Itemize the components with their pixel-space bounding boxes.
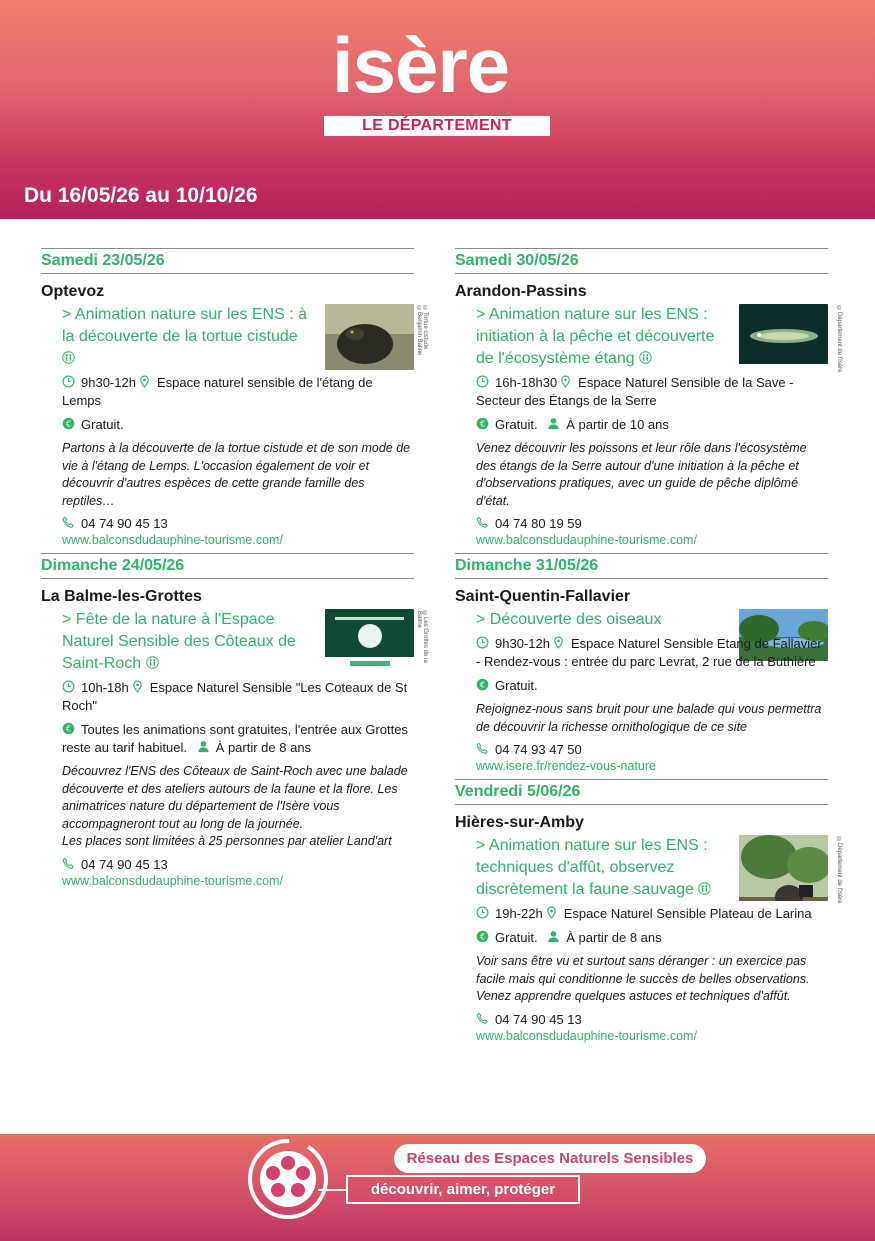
photo-credit: ©Département de l'Isère xyxy=(836,306,842,373)
event-phone[interactable]: 04 74 90 45 13 xyxy=(62,516,414,531)
logo-subtitle: LE DÉPARTEMENT xyxy=(324,116,550,136)
euro-icon xyxy=(476,678,489,691)
event-photo xyxy=(739,304,828,370)
event-description xyxy=(62,440,414,510)
event-description xyxy=(476,440,828,510)
person-icon xyxy=(547,930,560,943)
event-price: € Gratuit. À partir de 8 ans xyxy=(476,929,828,947)
event-photo xyxy=(325,609,414,675)
family-icon xyxy=(62,351,75,364)
event-town: La Balme-les-Grottes xyxy=(41,588,202,605)
event-price: € Gratuit. xyxy=(62,416,414,434)
header-banner xyxy=(0,0,875,219)
event-town: Optevoz xyxy=(41,283,105,300)
logo-word: isère xyxy=(332,21,510,109)
event-date: Samedi 23/05/26 xyxy=(41,248,414,274)
event-title[interactable]: > Fête de la nature à l'Espace Naturel Sensible des Côteaux de Saint-Roch xyxy=(62,611,296,672)
location-pin-icon xyxy=(552,636,565,649)
svg-text:€: € xyxy=(65,723,72,734)
location-pin-icon xyxy=(131,680,144,693)
phone-icon xyxy=(476,516,489,529)
family-icon xyxy=(698,882,711,895)
event-town: Arandon-Passins xyxy=(455,283,587,300)
isere-logo[interactable] xyxy=(324,21,550,136)
event-link[interactable]: www.isere.fr/rendez-vous-nature xyxy=(476,759,656,773)
event-block xyxy=(41,248,428,547)
family-icon xyxy=(639,351,652,364)
event-title[interactable]: > Découverte des oiseaux xyxy=(476,611,662,628)
euro-icon xyxy=(62,722,75,735)
event-photo xyxy=(325,304,414,370)
person-icon xyxy=(197,740,210,753)
right-column xyxy=(455,248,842,1049)
date-range: Du 16/05/26 au 10/10/26 xyxy=(24,184,258,207)
event-schedule: 19h-22h Espace Naturel Sensible Plateau de Larina xyxy=(476,905,828,923)
event-price: € Gratuit. À partir de 10 ans xyxy=(476,416,828,434)
left-column xyxy=(41,248,428,894)
event-date: Dimanche 31/05/26 xyxy=(455,553,828,579)
clock-icon xyxy=(62,375,75,388)
description-paragraph: Voir sans être vu et surtout sans déranger : un exercice pas facile mais qui conditionne le succès de belles observations. xyxy=(476,954,810,986)
event-block xyxy=(41,553,428,888)
description-paragraph: Rejoignez-nous sans bruit pour une balade qui vous permettra de découvrir la richesse ornithologique de ce site xyxy=(476,702,822,734)
event-block xyxy=(455,248,842,547)
family-icon xyxy=(146,656,159,669)
location-pin-icon xyxy=(138,375,151,388)
svg-text:€: € xyxy=(479,418,486,429)
description-paragraph: Venez découvrir les poissons et leur rôle dans l'écosystème des étangs de la Serre autour d'une initiation à la pêche et d'observations pratiques, avec un guide de pêche diplômé d'état. xyxy=(476,441,807,508)
event-title[interactable]: > Animation nature sur les ENS : initiation à la pêche et découverte de l'écosystème étang xyxy=(476,306,715,367)
svg-text:€: € xyxy=(479,679,486,690)
event-date: Dimanche 24/05/26 xyxy=(41,553,414,579)
event-title[interactable]: > Animation nature sur les ENS : techniques d'affût, observez discrètement la faune sauvage xyxy=(476,835,828,901)
location-pin-icon xyxy=(559,375,572,388)
event-phone[interactable]: 04 74 80 19 59 xyxy=(476,516,828,531)
description-paragraph: Les places sont limitées à 25 personnes par atelier Land'art xyxy=(62,834,392,848)
svg-text:€: € xyxy=(65,418,72,429)
event-link[interactable]: www.balconsdudauphine-tourisme.com/ xyxy=(476,533,697,547)
event-date: Vendredi 5/06/26 xyxy=(455,779,828,805)
event-photo xyxy=(739,835,828,901)
event-details xyxy=(41,304,428,547)
phone-icon xyxy=(62,857,75,870)
event-schedule: 16h-18h30 Espace Naturel Sensible de la Save - Secteur des Étangs de la Serre xyxy=(476,375,794,408)
phone-icon xyxy=(476,1012,489,1025)
event-details xyxy=(455,304,842,547)
euro-icon xyxy=(476,417,489,430)
event-town: Hières-sur-Amby xyxy=(455,814,584,831)
event-title[interactable]: > Animation nature sur les ENS : à la découverte de la tortue cistude xyxy=(62,304,414,370)
euro-icon xyxy=(476,930,489,943)
event-schedule: 9h30-12h Espace naturel sensible de l'étang de Lemps xyxy=(62,375,373,408)
event-price: € Gratuit. xyxy=(476,677,828,695)
clock-icon xyxy=(476,906,489,919)
event-details xyxy=(455,835,842,1043)
network-label: Réseau des Espaces Naturels Sensibles xyxy=(394,1144,706,1173)
person-icon xyxy=(547,417,560,430)
slogan-label: découvrir, aimer, protéger xyxy=(346,1175,580,1204)
ens-flower-icon xyxy=(247,1138,329,1220)
event-price: € Toutes les animations sont gratuites, l'entrée aux Grottes reste au tarif habituel. À partir de 8 ans xyxy=(62,722,408,755)
description-paragraph: Partons à la découverte de la tortue cistude et de son mode de vie à l'étang de Lemps. L'occasion également de voir et découvrir d'autres espèces de cette grande famille des reptiles… xyxy=(62,441,411,508)
slogan-connector xyxy=(318,1189,346,1191)
description-paragraph: Venez apprendre quelques astuces et techniques d'affût. xyxy=(476,989,791,1003)
clock-icon xyxy=(62,680,75,693)
event-link[interactable]: www.balconsdudauphine-tourisme.com/ xyxy=(62,533,283,547)
photo-credit: ©Tortue cistude ©Benjamin Baline xyxy=(416,306,428,356)
event-schedule: 9h30-12h Espace Naturel Sensible Etang de Fallavier - Rendez-vous : entrée du parc Levrat, 2 rue de la Buthière xyxy=(476,636,822,669)
svg-text:€: € xyxy=(479,931,486,942)
event-block xyxy=(455,779,842,1043)
location-pin-icon xyxy=(545,906,558,919)
clock-icon xyxy=(476,375,489,388)
event-details xyxy=(41,609,428,888)
event-description xyxy=(476,953,828,1006)
phone-icon xyxy=(62,516,75,529)
event-date: Samedi 30/05/26 xyxy=(455,248,828,274)
event-description xyxy=(476,701,828,736)
clock-icon xyxy=(476,636,489,649)
event-town: Saint-Quentin-Fallavier xyxy=(455,588,631,605)
description-paragraph: Découvrez l'ENS des Côteaux de Saint-Roch avec une balade découverte et des ateliers autours de la faune et la flore. Les animatrices nature du département de l'Isère vous accompagneront tout au long de la journée. xyxy=(62,764,408,831)
event-link[interactable]: www.balconsdudauphine-tourisme.com/ xyxy=(62,873,283,888)
event-phone[interactable]: 04 74 90 45 13 xyxy=(476,1012,828,1027)
photo-credit: ©Département de l'Isère xyxy=(836,837,842,904)
event-block xyxy=(455,553,828,773)
photo-credit: ©Les Grottes de la Balme xyxy=(416,611,428,663)
event-schedule: 10h-18h Espace Naturel Sensible "Les Coteaux de St Roch" xyxy=(62,680,408,713)
event-description xyxy=(62,763,414,851)
euro-icon xyxy=(62,417,75,430)
event-link[interactable]: www.balconsdudauphine-tourisme.com/ xyxy=(476,1028,697,1043)
event-phone[interactable]: 04 74 93 47 50 xyxy=(476,742,828,757)
event-phone[interactable]: 04 74 90 45 13 xyxy=(62,857,414,872)
event-details xyxy=(455,609,828,773)
phone-icon xyxy=(476,742,489,755)
